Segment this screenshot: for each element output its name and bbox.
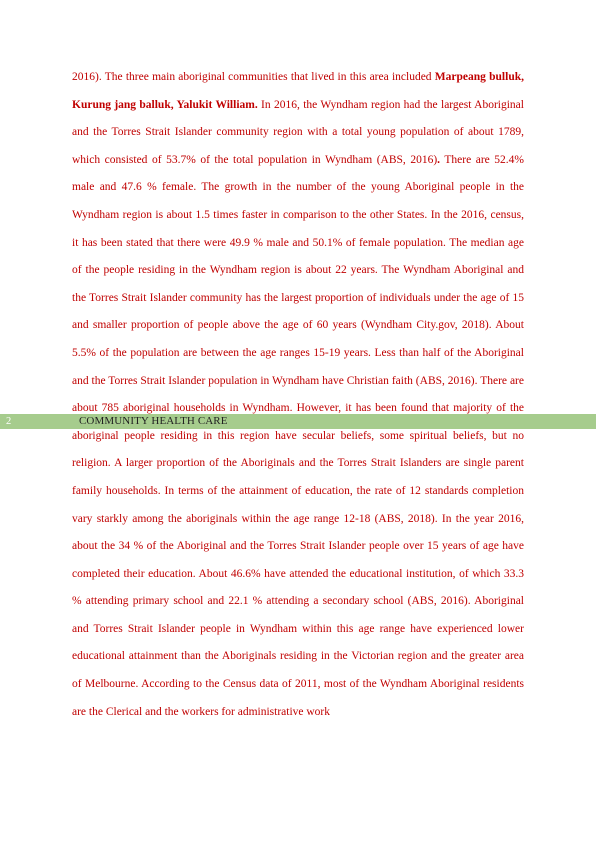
- body-text-segment: In 2016, the Wyndham region had the largest Aboriginal and the Torres Strait Islander community region with a total young population of about 1789, which consisted of 53.7% of the total population in Wyndham (ABS, 2016): [72, 98, 524, 166]
- body-paragraph: [72, 64, 524, 726]
- community-names-bold: Marpeang bulluk, Kurung jang balluk, Yalukit William.: [72, 71, 524, 111]
- running-header-title: COMMUNITY HEALTH CARE: [79, 415, 228, 427]
- page-number: 2: [6, 416, 12, 427]
- body-text-segment: There are 52.4% male and 47.6 % female. The growth in the number of the young Aboriginal people in the Wyndham region is about 1.5 times faster in comparison to the other States. In the 2016, census, it has been stated that there were 49.9 % male and 50.1% of female population. The median age of the people residing in the Wyndham region is about 22 years. The Wyndham Aboriginal and the Torres Strait Islander community has the largest proportion of individuals under the age of 15 and smaller proportion of people above the age of 60 years (Wyndham City.gov, 2018). About 5.5% of the population are between the age ranges 15-19 years. Less than half of the Aboriginal and the Torres Strait Islander population in Wyndham have Christian faith (ABS, 2016). There are about 785 aboriginal households in Wyndham. However, it has been found that majority of the aboriginal people residing in this region have secular beliefs, some spiritual beliefs, but no religion. A larger proportion of the Aboriginals and the Torres Strait Islanders are single parent family households. In terms of the attainment of education, the rate of 12 standards completion vary starkly among the aboriginals within the age range 12-18 (ABS, 2018). In the year 2016, about the 34 % of the Aboriginal and the Torres Strait Islander people over 15 years of age have completed their education. About 46.6% have attended the educational institution, of which 33.3 % attending primary school and 22.1 % attending a secondary school (ABS, 2016). Aboriginal and Torres Strait Islander people in Wyndham within this age range have experienced lower educational attainment than the Aboriginals residing in the Victorian region and the greater area of Melbourne. According to the Census data of 2011, most of the Wyndham Aboriginal residents are the Clerical and the workers for administrative work: [72, 153, 524, 718]
- bold-period: .: [437, 153, 441, 166]
- body-text-segment: 2016). The three main aboriginal communities that lived in this area included: [72, 71, 435, 83]
